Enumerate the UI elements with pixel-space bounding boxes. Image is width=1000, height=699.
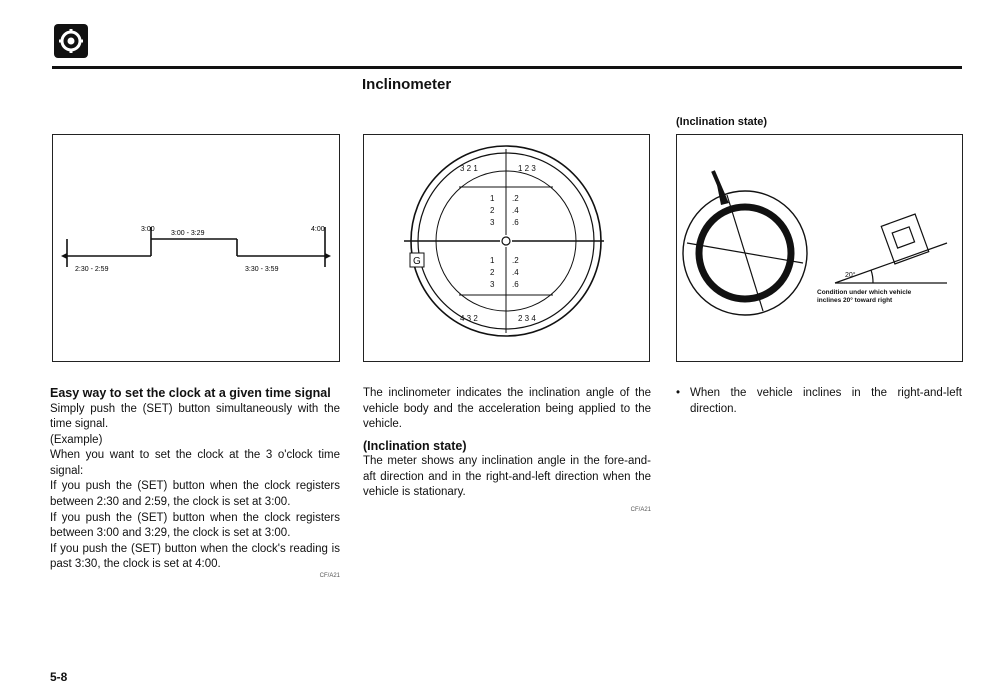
label-230-259: 2:30 - 2:59 xyxy=(75,266,109,273)
instruction-line: If you push the (SET) button when the clock registers between 3:00 and 3:29, the clock is set at 3:00. xyxy=(50,511,340,540)
right-scale-top-2: .4 xyxy=(512,206,519,215)
left-column xyxy=(50,386,340,579)
gear-icon xyxy=(58,28,84,54)
left-scale-top-1: 1 xyxy=(490,194,495,203)
g-label: G xyxy=(413,256,421,267)
inclination-subheading: (Inclination state) xyxy=(363,438,467,453)
left-scale-bottom-2: 2 xyxy=(490,268,495,277)
arc-bottom-right: 2 3 4 xyxy=(518,314,536,323)
instruction-line: (Example) xyxy=(50,433,103,446)
middle-column xyxy=(363,386,651,513)
angle-label: 20° xyxy=(845,272,856,279)
condition-text: Condition under which vehicle inclines 20° toward right xyxy=(817,289,912,304)
inclinometer-intro: The inclinometer indicates the inclination angle of the vehicle body and the acceleration being applied to the vehicle. xyxy=(363,387,651,431)
arc-top-right: 1 2 3 xyxy=(518,164,536,173)
left-code: CF/A21 xyxy=(319,573,340,580)
instruction-line: If you push the (SET) button when the clock's reading is past 3:30, the clock is set at 4:00. xyxy=(50,542,340,571)
right-scale-top-1: .2 xyxy=(512,194,519,203)
clock-timeline-figure xyxy=(52,134,340,362)
right-scale-bottom-2: .4 xyxy=(512,268,519,277)
arc-top-left: 3 2 1 xyxy=(460,164,478,173)
page-title: Inclinometer xyxy=(362,76,452,93)
right-scale-top-3: .6 xyxy=(512,218,519,227)
state-caption: (Inclination state) xyxy=(676,116,768,128)
middle-code: CF/A21 xyxy=(630,507,651,514)
left-scale-top-3: 3 xyxy=(490,218,495,227)
label-300-329: 3:00 - 3:29 xyxy=(171,230,205,237)
left-scale-bottom-1: 1 xyxy=(490,256,495,265)
left-scale-top-2: 2 xyxy=(490,206,495,215)
inclination-text: The meter shows any inclination angle in the fore-and-aft direction and in the right-and-left direction when the vehicle is stationary. xyxy=(363,455,651,499)
clock-heading: Easy way to set the clock at a given time signal xyxy=(50,386,331,400)
arc-bottom-left: 4 3 2 xyxy=(460,314,478,323)
right-note: When the vehicle inclines in the right-and-left direction. xyxy=(690,387,962,415)
label-300: 3:00 xyxy=(141,226,155,233)
left-scale-bottom-3: 3 xyxy=(490,280,495,289)
inclinometer-meter-figure xyxy=(363,134,650,362)
right-scale-bottom-3: .6 xyxy=(512,280,519,289)
right-scale-bottom-1: .2 xyxy=(512,256,519,265)
instruction-line: When you want to set the clock at the 3 o'clock time signal: xyxy=(50,449,340,477)
instruction-line: If you push the (SET) button when the clock registers between 2:30 and 2:59, the clock is set at 3:00. xyxy=(50,480,340,509)
page-number: 5-8 xyxy=(50,670,68,684)
inclination-state-figure xyxy=(676,134,963,362)
label-330-359: 3:30 - 3:59 xyxy=(245,266,279,273)
label-400: 4:00 xyxy=(311,226,325,233)
right-column xyxy=(676,386,962,417)
instruction-line: Simply push the (SET) button simultaneously with the time signal. xyxy=(50,402,340,431)
logo-icon xyxy=(54,24,88,58)
clock-instructions xyxy=(50,402,340,574)
bullet: • xyxy=(676,387,681,399)
header-rule xyxy=(52,66,962,69)
